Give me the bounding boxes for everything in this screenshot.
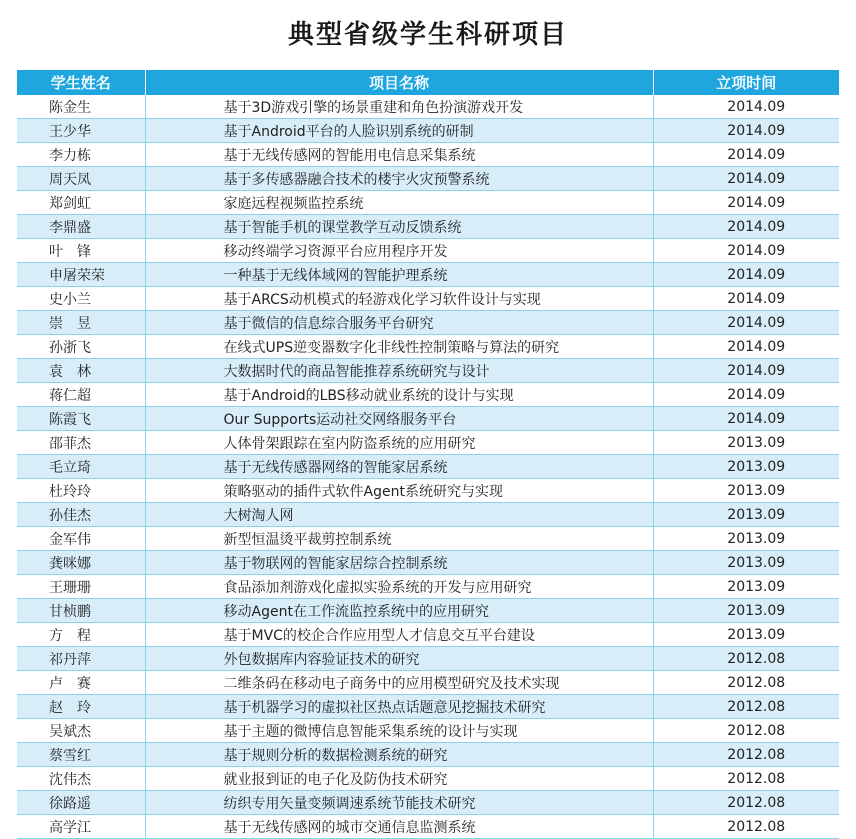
table-row <box>17 743 839 767</box>
student-name-cell: 周天凤 <box>17 167 145 191</box>
approval-date-cell: 2014.09 <box>653 359 839 383</box>
student-name-cell: 蒋仁超 <box>17 383 145 407</box>
project-name-cell: 移动Agent在工作流监控系统中的应用研究 <box>145 599 653 623</box>
student-name-cell: 申屠荣荣 <box>17 263 145 287</box>
project-name-cell: 家庭远程视频监控系统 <box>145 191 653 215</box>
project-name-cell: 基于多传感器融合技术的楼宇火灾预警系统 <box>145 167 653 191</box>
table-row <box>17 671 839 695</box>
student-name-cell: 金军伟 <box>17 527 145 551</box>
student-name-cell: 叶 锋 <box>17 239 145 263</box>
project-name-cell: Our Supports运动社交网络服务平台 <box>145 407 653 431</box>
project-name-cell: 基于物联网的智能家居综合控制系统 <box>145 551 653 575</box>
table-row <box>17 431 839 455</box>
student-name-cell: 王珊珊 <box>17 575 145 599</box>
table-row <box>17 815 839 839</box>
project-name-cell: 外包数据库内容验证技术的研究 <box>145 647 653 671</box>
table-row <box>17 335 839 359</box>
table-body <box>17 95 839 839</box>
approval-date-cell: 2014.09 <box>653 239 839 263</box>
table-row <box>17 647 839 671</box>
student-name-cell: 邵菲杰 <box>17 431 145 455</box>
project-name-cell: 基于MVC的校企合作应用型人才信息交互平台建设 <box>145 623 653 647</box>
student-name-cell: 赵 玲 <box>17 695 145 719</box>
student-name-cell: 杜玲玲 <box>17 479 145 503</box>
project-name-cell: 大树淘人网 <box>145 503 653 527</box>
table-row <box>17 287 839 311</box>
table-row <box>17 119 839 143</box>
table-row <box>17 455 839 479</box>
approval-date-cell: 2014.09 <box>653 191 839 215</box>
approval-date-cell: 2014.09 <box>653 95 839 119</box>
student-name-cell: 龚咪娜 <box>17 551 145 575</box>
project-name-cell: 新型恒温烫平裁剪控制系统 <box>145 527 653 551</box>
table-row <box>17 383 839 407</box>
project-name-cell: 就业报到证的电子化及防伪技术研究 <box>145 767 653 791</box>
table-row <box>17 719 839 743</box>
table-row <box>17 503 839 527</box>
student-name-cell: 史小兰 <box>17 287 145 311</box>
project-name-cell: 基于机器学习的虚拟社区热点话题意见挖掘技术研究 <box>145 695 653 719</box>
student-name-cell: 郑剑虹 <box>17 191 145 215</box>
table-row <box>17 95 839 119</box>
student-name-cell: 卢 赛 <box>17 671 145 695</box>
approval-date-cell: 2014.09 <box>653 119 839 143</box>
table-row <box>17 527 839 551</box>
student-name-cell: 蔡雪红 <box>17 743 145 767</box>
approval-date-cell: 2014.09 <box>653 143 839 167</box>
project-name-cell: 人体骨架跟踪在室内防盗系统的应用研究 <box>145 431 653 455</box>
project-name-cell: 移动终端学习资源平台应用程序开发 <box>145 239 653 263</box>
approval-date-cell: 2012.08 <box>653 815 839 839</box>
table-row <box>17 167 839 191</box>
approval-date-cell: 2014.09 <box>653 335 839 359</box>
project-name-cell: 在线式UPS逆变器数字化非线性控制策略与算法的研究 <box>145 335 653 359</box>
project-name-cell: 纺织专用矢量变频调速系统节能技术研究 <box>145 791 653 815</box>
header-project-name: 项目名称 <box>145 70 653 95</box>
table-row <box>17 695 839 719</box>
approval-date-cell: 2012.08 <box>653 671 839 695</box>
table-header-row <box>17 70 839 95</box>
student-name-cell: 徐路遥 <box>17 791 145 815</box>
approval-date-cell: 2012.08 <box>653 767 839 791</box>
approval-date-cell: 2013.09 <box>653 431 839 455</box>
approval-date-cell: 2014.09 <box>653 383 839 407</box>
student-name-cell: 祁丹萍 <box>17 647 145 671</box>
student-name-cell: 李鼎盛 <box>17 215 145 239</box>
student-name-cell: 袁 林 <box>17 359 145 383</box>
table-row <box>17 215 839 239</box>
student-name-cell: 崇 昱 <box>17 311 145 335</box>
student-name-cell: 高学江 <box>17 815 145 839</box>
header-approval-date: 立项时间 <box>653 70 839 95</box>
student-name-cell: 王少华 <box>17 119 145 143</box>
table-row <box>17 407 839 431</box>
page-title: 典型省级学生科研项目 <box>287 20 568 50</box>
approval-date-cell: 2014.09 <box>653 311 839 335</box>
student-name-cell: 沈伟杰 <box>17 767 145 791</box>
table-row <box>17 599 839 623</box>
projects-table <box>17 70 839 839</box>
table-row <box>17 239 839 263</box>
student-name-cell: 李力栋 <box>17 143 145 167</box>
approval-date-cell: 2012.08 <box>653 791 839 815</box>
approval-date-cell: 2013.09 <box>653 455 839 479</box>
table-row <box>17 479 839 503</box>
approval-date-cell: 2013.09 <box>653 479 839 503</box>
project-name-cell: 基于Android平台的人脸识别系统的研制 <box>145 119 653 143</box>
table-row <box>17 263 839 287</box>
student-name-cell: 孙佳杰 <box>17 503 145 527</box>
project-name-cell: 基于规则分析的数据检测系统的研究 <box>145 743 653 767</box>
table-row <box>17 551 839 575</box>
project-name-cell: 基于Android的LBS移动就业系统的设计与实现 <box>145 383 653 407</box>
table-row <box>17 791 839 815</box>
project-name-cell: 基于智能手机的课堂教学互动反馈系统 <box>145 215 653 239</box>
approval-date-cell: 2013.09 <box>653 503 839 527</box>
student-name-cell: 毛立琦 <box>17 455 145 479</box>
project-name-cell: 大数据时代的商品智能推荐系统研究与设计 <box>145 359 653 383</box>
approval-date-cell: 2014.09 <box>653 215 839 239</box>
approval-date-cell: 2012.08 <box>653 695 839 719</box>
project-name-cell: 基于主题的微博信息智能采集系统的设计与实现 <box>145 719 653 743</box>
table-row <box>17 311 839 335</box>
project-name-cell: 基于无线传感网的城市交通信息监测系统 <box>145 815 653 839</box>
approval-date-cell: 2013.09 <box>653 527 839 551</box>
student-name-cell: 方 程 <box>17 623 145 647</box>
project-name-cell: 基于无线传感网的智能用电信息采集系统 <box>145 143 653 167</box>
table-row <box>17 767 839 791</box>
approval-date-cell: 2013.09 <box>653 623 839 647</box>
table-row <box>17 359 839 383</box>
approval-date-cell: 2012.08 <box>653 647 839 671</box>
project-name-cell: 基于3D游戏引擎的场景重建和角色扮演游戏开发 <box>145 95 653 119</box>
project-name-cell: 基于ARCS动机模式的轻游戏化学习软件设计与实现 <box>145 287 653 311</box>
approval-date-cell: 2013.09 <box>653 551 839 575</box>
approval-date-cell: 2012.08 <box>653 743 839 767</box>
project-name-cell: 食品添加剂游戏化虚拟实验系统的开发与应用研究 <box>145 575 653 599</box>
project-name-cell: 策略驱动的插件式软件Agent系统研究与实现 <box>145 479 653 503</box>
student-name-cell: 吴斌杰 <box>17 719 145 743</box>
approval-date-cell: 2014.09 <box>653 407 839 431</box>
table-row <box>17 191 839 215</box>
approval-date-cell: 2013.09 <box>653 575 839 599</box>
project-name-cell: 一种基于无线体域网的智能护理系统 <box>145 263 653 287</box>
project-name-cell: 二维条码在移动电子商务中的应用模型研究及技术实现 <box>145 671 653 695</box>
approval-date-cell: 2014.09 <box>653 263 839 287</box>
student-name-cell: 陈金生 <box>17 95 145 119</box>
approval-date-cell: 2014.09 <box>653 287 839 311</box>
table-row <box>17 623 839 647</box>
project-name-cell: 基于无线传感器网络的智能家居系统 <box>145 455 653 479</box>
approval-date-cell: 2013.09 <box>653 599 839 623</box>
table-row <box>17 575 839 599</box>
student-name-cell: 甘桢鹏 <box>17 599 145 623</box>
student-name-cell: 孙浙飞 <box>17 335 145 359</box>
approval-date-cell: 2014.09 <box>653 167 839 191</box>
approval-date-cell: 2012.08 <box>653 719 839 743</box>
table-row <box>17 143 839 167</box>
project-name-cell: 基于微信的信息综合服务平台研究 <box>145 311 653 335</box>
header-student-name: 学生姓名 <box>17 70 145 95</box>
student-name-cell: 陈霞飞 <box>17 407 145 431</box>
